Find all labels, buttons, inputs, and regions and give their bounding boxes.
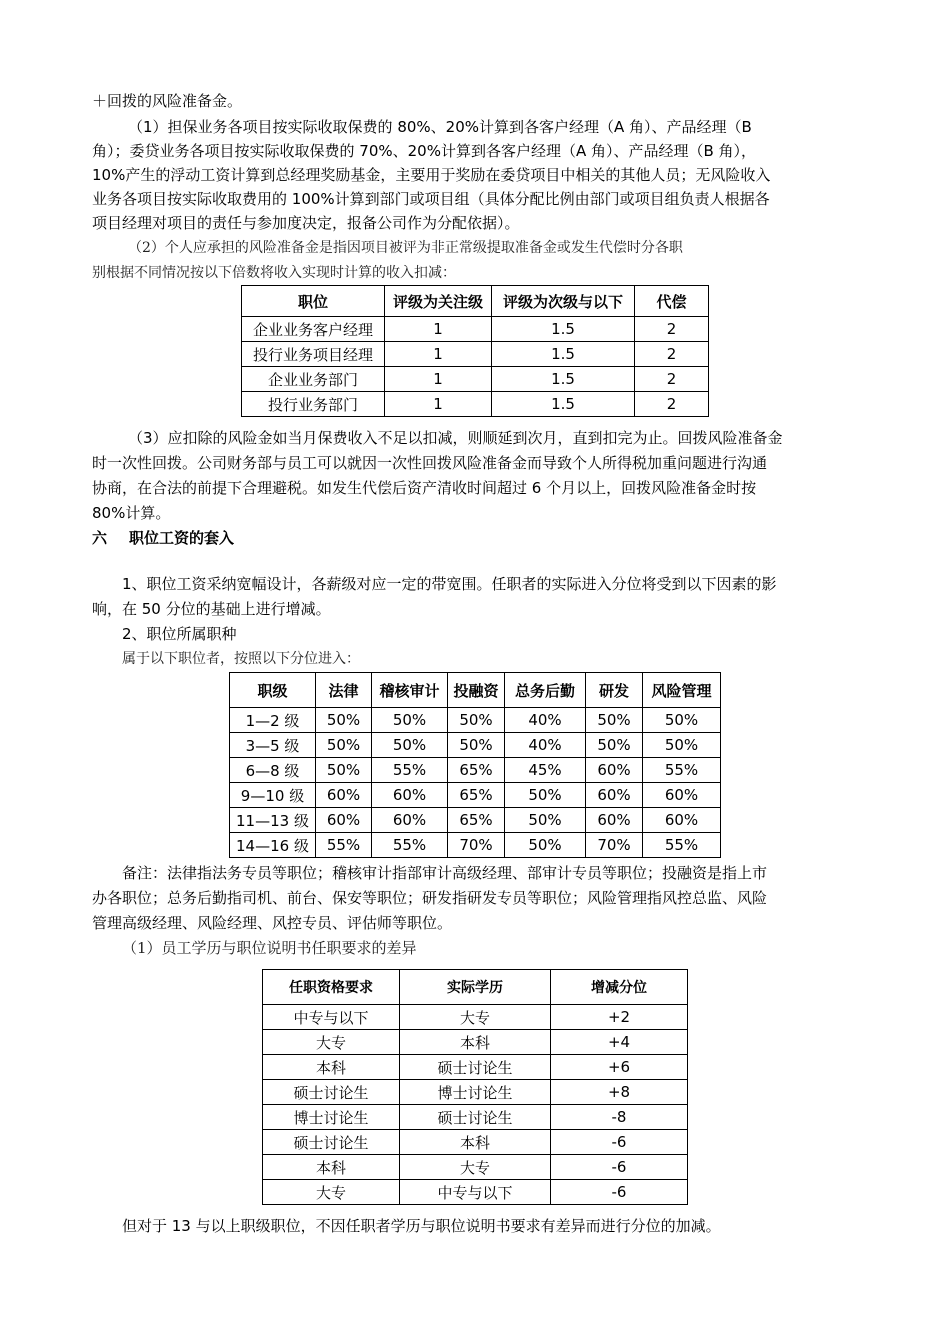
table-cell: 1 [385, 317, 492, 342]
section-heading [92, 527, 234, 549]
table-row [230, 708, 721, 733]
table-cell: 60% [316, 808, 372, 833]
table-cell: 50% [586, 708, 643, 733]
table-cell: 大专 [263, 1180, 400, 1205]
table-header-cell: 评级为关注级 [385, 286, 492, 317]
table-cell: -6 [551, 1155, 688, 1180]
table-cell: 博士讨论生 [400, 1080, 551, 1105]
table-header-cell: 职位 [242, 286, 385, 317]
table-cell: 1 [385, 367, 492, 392]
table-cell: 14—16 级 [230, 833, 316, 858]
table-header-cell: 代偿 [635, 286, 709, 317]
table-cell: 投行业务部门 [242, 392, 385, 417]
table-cell: 60% [586, 758, 643, 783]
table-cell: -6 [551, 1130, 688, 1155]
table-cell: 中专与以下 [263, 1005, 400, 1030]
paragraph-line: 协商，在合法的前提下合理避税。如发生代偿后资产清收时间超过 6 个月以上，回拨风险准备金时按 [92, 479, 757, 497]
table-cell: 70% [448, 833, 505, 858]
paragraph-line: 80%计算。 [92, 504, 171, 522]
paragraph-line: 业务各项目按实际收取费用的 100%计算到部门或项目组（具体分配比例由部门或项目组负责人根据各 [92, 190, 770, 208]
table-row [230, 833, 721, 858]
paragraph-line: 属于以下职位者，按照以下分位进入： [122, 651, 360, 667]
table-cell: 50% [372, 733, 448, 758]
paragraph-line: 备注：法律指法务专员等职位；稽核审计指部审计高级经理、部审计专员等职位；投融资是指上市 [122, 864, 768, 882]
table-cell: 硕士讨论生 [263, 1130, 400, 1155]
paragraph-line: （1）担保业务各项目按实际收取保费的 80%、20%计算到各客户经理（A 角）、产品经理（B [128, 118, 752, 136]
table-row [230, 783, 721, 808]
table-header-row [263, 970, 688, 1005]
table-cell: +4 [551, 1030, 688, 1055]
table-cell: 55% [372, 758, 448, 783]
table-cell: 1.5 [492, 317, 635, 342]
section-title: 职位工资的套入 [129, 529, 235, 547]
table-cell: 60% [316, 783, 372, 808]
table-cell: 50% [505, 833, 586, 858]
table-cell: 9—10 级 [230, 783, 316, 808]
table-row [263, 1180, 688, 1205]
paragraph-line: （3）应扣除的风险金如当月保费收入不足以扣减，则顺延到次月，直到扣完为止。回拨风险准备金 [128, 429, 783, 447]
table-cell: 投行业务项目经理 [242, 342, 385, 367]
table-header-cell: 法律 [316, 673, 372, 708]
paragraph-line: 别根据不同情况按以下倍数将收入实现时计算的收入扣减： [92, 265, 456, 281]
risk-multiplier-table [241, 285, 709, 417]
paragraph-line: 1、职位工资采纳宽幅设计，各薪级对应一定的带宽围。任职者的实际进入分位将受到以下因素的影 [122, 575, 777, 593]
table-header-cell: 总务后勤 [505, 673, 586, 708]
table-cell: +6 [551, 1055, 688, 1080]
table-cell: 50% [643, 708, 721, 733]
section-number: 六 [92, 529, 108, 547]
table-cell: 50% [448, 708, 505, 733]
table-header-cell: 投融资 [448, 673, 505, 708]
table-row [263, 1030, 688, 1055]
table-cell: 11—13 级 [230, 808, 316, 833]
table-cell: 1 [385, 342, 492, 367]
table-row [263, 1080, 688, 1105]
paragraph-line: （1）员工学历与职位说明书任职要求的差异 [122, 939, 417, 957]
table-cell: 55% [643, 758, 721, 783]
table-cell: 50% [448, 733, 505, 758]
table-cell: 大专 [400, 1155, 551, 1180]
table-header-cell: 职级 [230, 673, 316, 708]
table-cell: 本科 [400, 1030, 551, 1055]
table-cell: 企业业务部门 [242, 367, 385, 392]
paragraph-line: 角）；委贷业务各项目按实际收取保费的 70%、20%计算到各客户经理（A 角）、产品经理（B 角）， [92, 142, 757, 160]
table-row [242, 342, 709, 367]
table-cell: 硕士讨论生 [400, 1105, 551, 1130]
table-cell: 博士讨论生 [263, 1105, 400, 1130]
paragraph-line: 2、职位所属职种 [122, 625, 237, 643]
table-header-cell: 评级为次级与以下 [492, 286, 635, 317]
table-cell: 1.5 [492, 367, 635, 392]
table-cell: 本科 [263, 1155, 400, 1180]
table-cell: 大专 [400, 1005, 551, 1030]
table-cell: 6—8 级 [230, 758, 316, 783]
table-cell: 3—5 级 [230, 733, 316, 758]
table-cell: 1—2 级 [230, 708, 316, 733]
table-cell: 1.5 [492, 392, 635, 417]
grade-percentile-table [229, 672, 721, 858]
table-cell: 60% [372, 808, 448, 833]
table-row [263, 1055, 688, 1080]
table-cell: 65% [448, 758, 505, 783]
paragraph-line: 项目经理对项目的责任与参加度决定，报备公司作为分配依据）。 [92, 214, 520, 232]
paragraph-line: ＋回拨的风险准备金。 [92, 92, 243, 110]
table-cell: 1.5 [492, 342, 635, 367]
table-cell: +8 [551, 1080, 688, 1105]
table-cell: 2 [635, 317, 709, 342]
table-cell: -8 [551, 1105, 688, 1130]
table-cell: 本科 [400, 1130, 551, 1155]
table-cell: -6 [551, 1180, 688, 1205]
table-cell: 50% [316, 733, 372, 758]
table-header-cell: 稽核审计 [372, 673, 448, 708]
table-row [263, 1155, 688, 1180]
table-row [242, 367, 709, 392]
table-cell: 50% [586, 733, 643, 758]
table-row [230, 758, 721, 783]
table-cell: 2 [635, 367, 709, 392]
table-row [263, 1105, 688, 1130]
table-cell: 50% [505, 808, 586, 833]
table-cell: 中专与以下 [400, 1180, 551, 1205]
table-cell: 60% [372, 783, 448, 808]
table-header-cell: 实际学历 [400, 970, 551, 1005]
table-cell: 本科 [263, 1055, 400, 1080]
table-cell: 40% [505, 708, 586, 733]
table-header-cell: 增减分位 [551, 970, 688, 1005]
table-cell: 50% [372, 708, 448, 733]
table-cell: 60% [586, 808, 643, 833]
table-row [263, 1005, 688, 1030]
table-cell: 60% [586, 783, 643, 808]
table-cell: +2 [551, 1005, 688, 1030]
table-header-cell: 风险管理 [643, 673, 721, 708]
table-cell: 企业业务客户经理 [242, 317, 385, 342]
table-cell: 40% [505, 733, 586, 758]
table-cell: 55% [372, 833, 448, 858]
table-header-row [230, 673, 721, 708]
paragraph-line: （2）个人应承担的风险准备金是指因项目被评为非正常级提取准备金或发生代偿时分各职 [128, 240, 683, 256]
table-cell: 50% [316, 708, 372, 733]
table-cell: 55% [643, 833, 721, 858]
paragraph-line: 管理高级经理、风险经理、风控专员、评估师等职位。 [92, 914, 453, 932]
table-header-cell: 研发 [586, 673, 643, 708]
table-cell: 50% [643, 733, 721, 758]
table-header-cell: 任职资格要求 [263, 970, 400, 1005]
table-row [242, 392, 709, 417]
education-adjustment-table [262, 969, 688, 1205]
table-row [263, 1130, 688, 1155]
paragraph-line: 10%产生的浮动工资计算到总经理奖励基金，主要用于奖励在委贷项目中相关的其他人员；无风险收入 [92, 166, 771, 184]
table-cell: 硕士讨论生 [400, 1055, 551, 1080]
table-cell: 60% [643, 808, 721, 833]
table-cell: 2 [635, 342, 709, 367]
table-row [230, 808, 721, 833]
paragraph-line: 时一次性回拨。公司财务部与员工可以就因一次性回拨风险准备金而导致个人所得税加重问题进行沟通 [92, 454, 768, 472]
table-cell: 2 [635, 392, 709, 417]
table-cell: 65% [448, 783, 505, 808]
table-cell: 45% [505, 758, 586, 783]
table-cell: 1 [385, 392, 492, 417]
table-cell: 50% [316, 758, 372, 783]
table-header-row [242, 286, 709, 317]
table-cell: 60% [643, 783, 721, 808]
table-cell: 硕士讨论生 [263, 1080, 400, 1105]
paragraph-line: 但对于 13 与以上职级职位，不因任职者学历与职位说明书要求有差异而进行分位的加减。 [122, 1217, 721, 1235]
table-row [230, 733, 721, 758]
table-cell: 50% [505, 783, 586, 808]
table-cell: 65% [448, 808, 505, 833]
paragraph-line: 响，在 50 分位的基础上进行增减。 [92, 600, 331, 618]
table-cell: 55% [316, 833, 372, 858]
paragraph-line: 办各职位；总务后勤指司机、前台、保安等职位；研发指研发专员等职位；风险管理指风控总监、风险 [92, 889, 768, 907]
table-row [242, 317, 709, 342]
table-cell: 70% [586, 833, 643, 858]
table-cell: 大专 [263, 1030, 400, 1055]
